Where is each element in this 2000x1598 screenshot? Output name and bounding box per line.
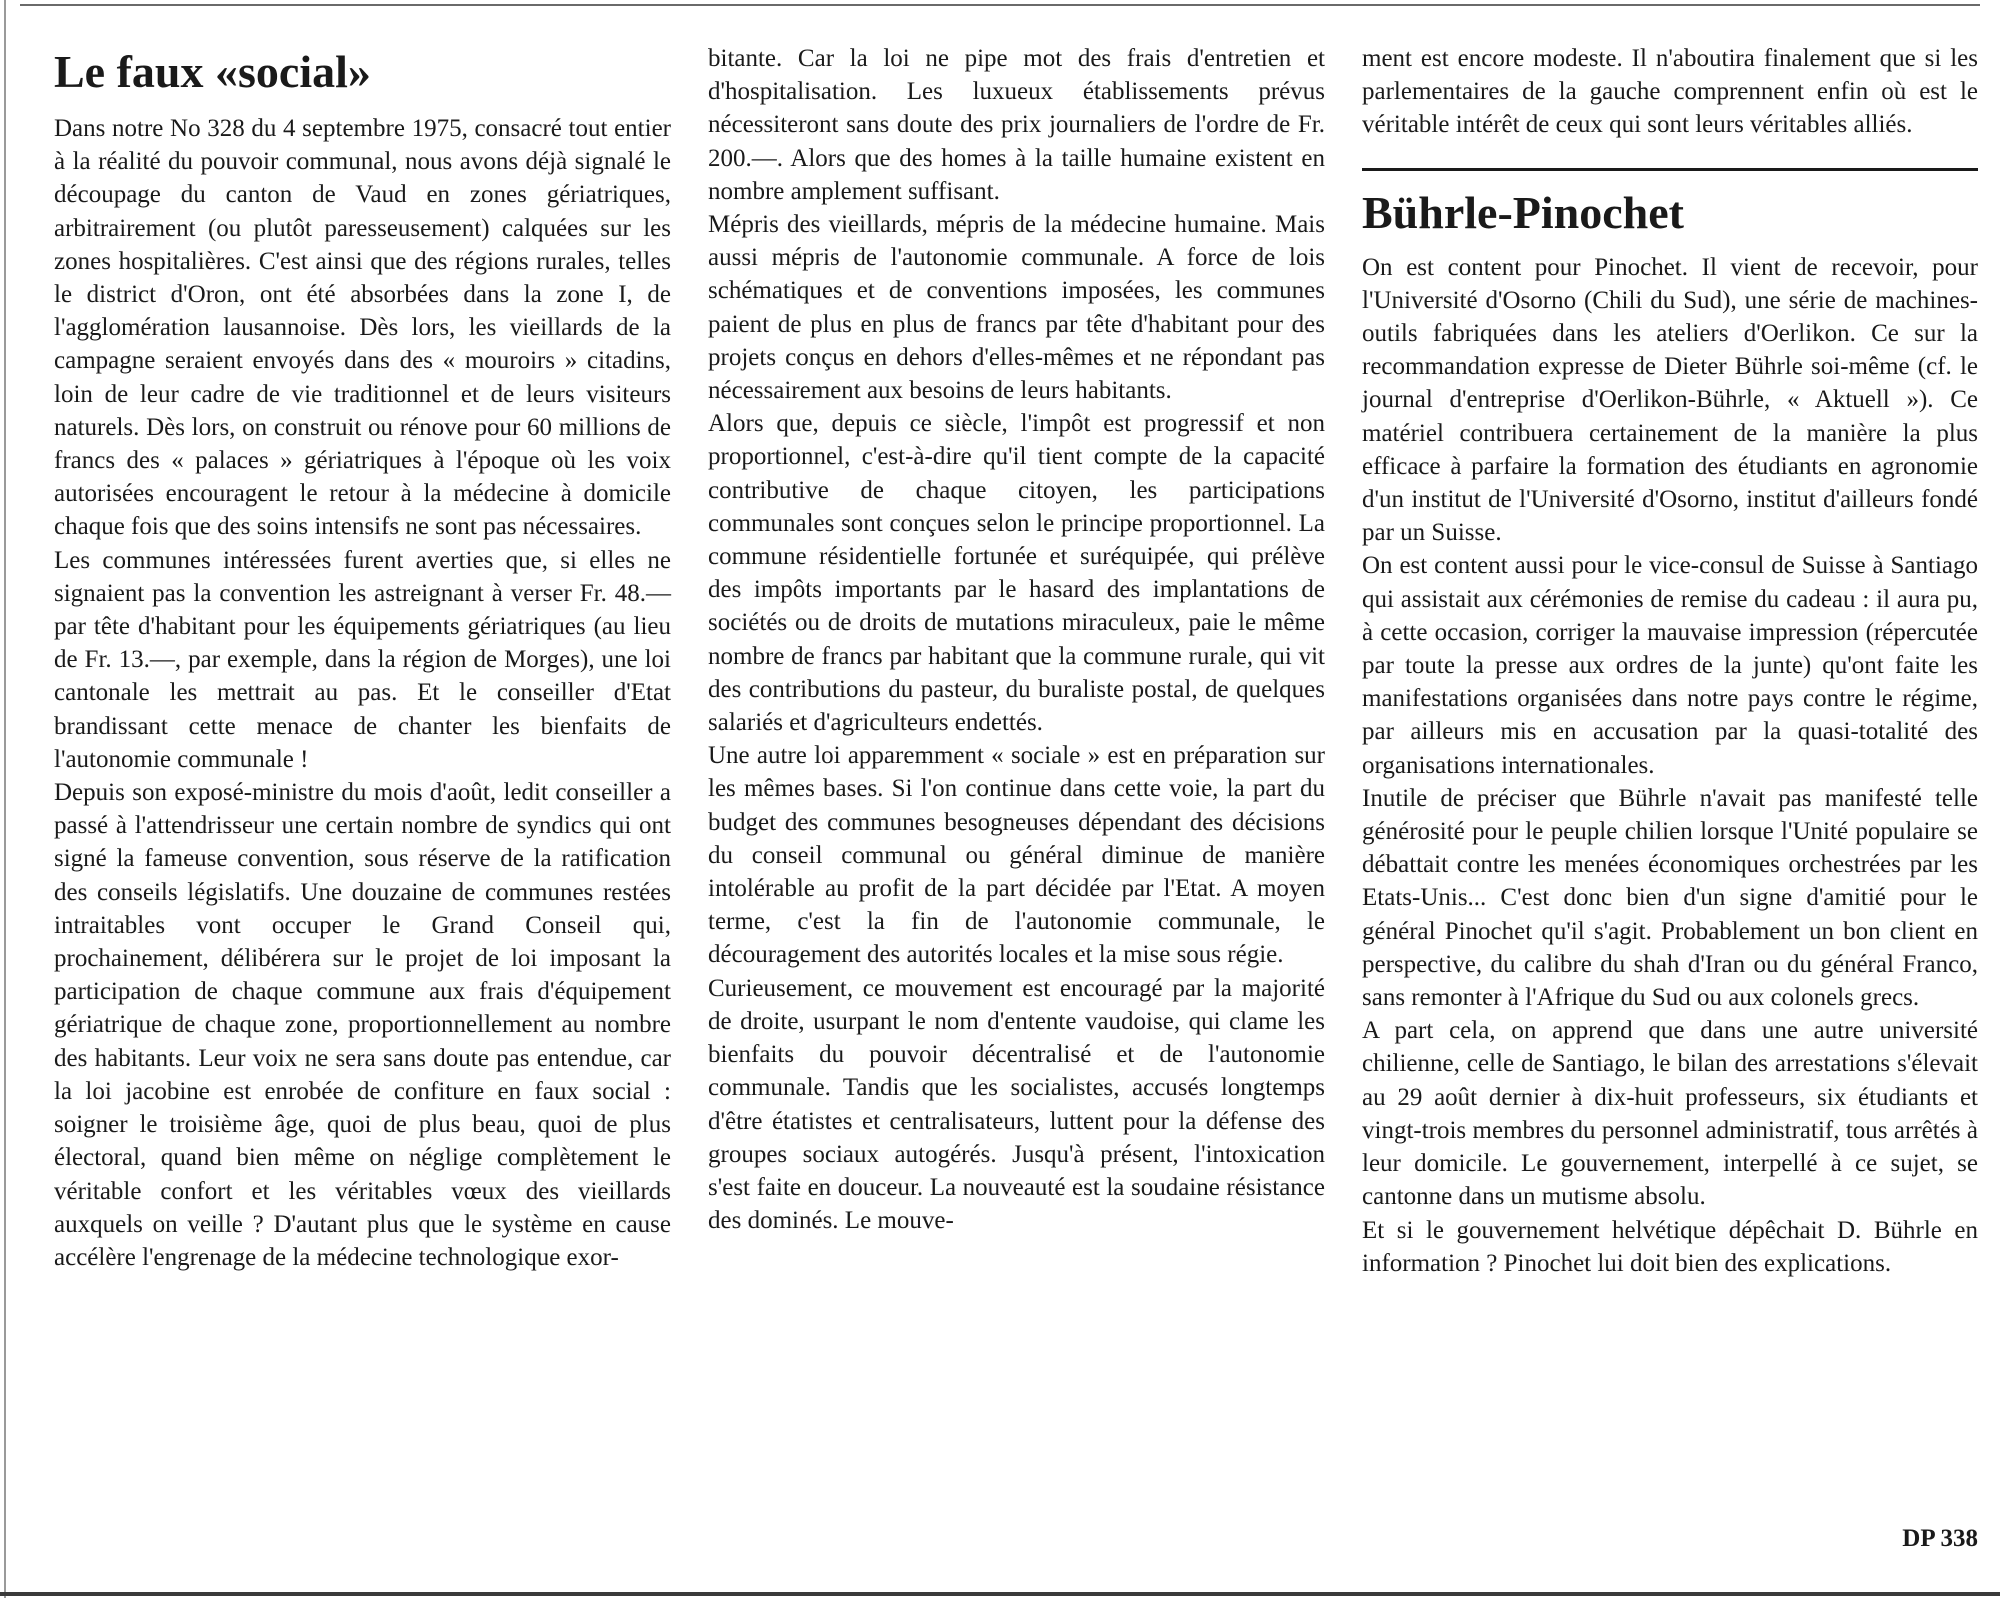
column-1 xyxy=(54,42,671,1274)
article2-paragraph-1: On est content pour Pinochet. Il vient de recevoir, pour l'Université d'Osorno (Chili du Sud), une série de machines-outils fabriquées dans les ateliers d'Oerlikon. Ce sur la recommandation expresse de Dieter Bührle soi-même (cf. le journal d'entreprise d'Oerlikon-Bührle, « Aktuell »). Ce matériel contribuera certainement de la manière la plus efficace à parfaire la formation des étudiants en agronomie d'un institut de l'Université d'Osorno, institut d'ailleurs fondé par un Suisse. xyxy=(1362,253,1978,547)
article-title-faux-social: Le faux «social» xyxy=(54,46,371,97)
article-divider-rule xyxy=(1362,168,1978,171)
article1-paragraph-1: Dans notre No 328 du 4 septembre 1975, consacré tout entier à la réalité du pouvoir communal, nous avons déjà signalé le découpage du canton de Vaud en zones gériatriques, arbitrairement (ou plutôt paresseusement) calquées sur les zones hospitalières. C'est ainsi que des régions rurales, telles le district d'Oron, ont été absorbées dans la zone I, de l'agglomération lausannoise. Dès lors, les vieillards de la campagne seraient envoyés dans des « mouroirs » citadins, loin de leur cadre de vie traditionnel et de leurs visiteurs naturels. Dès lors, on construit ou rénove pour 60 millions de francs des « palaces » gériatriques à l'époque où les voix autorisées encouragent le retour à la médecine à domicile chaque fois que des soins intensifs ne sont pas nécessaires. xyxy=(54,115,671,541)
article-title-buhrle-pinochet: Bührle-Pinochet xyxy=(1362,186,1684,238)
article2-paragraph-4: A part cela, on apprend que dans une autre université chilienne, celle de Santiago, le bilan des arrestations s'élevait au 29 août dernier à dix-huit professeurs, six étudiants et vingt-trois membres du personnel administratif, tous arrêtés à leur domicile. Le gouvernement, interpellé à ce sujet, se cantonne dans un mutisme absolu. xyxy=(1362,1017,1978,1211)
article1-paragraph-2: Les communes intéressées furent averties que, si elles ne signaient pas la convention les astreignant à verser Fr. 48.— par tête d'habitant pour les équipements gériatriques (au lieu de Fr. 13.—, par exemple, dans la région de Morges), une loi cantonale les mettrait au pas. Et le conseiller d'Etat brandissant cette menace de chanter les bienfaits de l'autonomie communale ! xyxy=(54,546,671,773)
article1-paragraph-4: bitante. Car la loi ne pipe mot des frais d'entretien et d'hospitalisation. Les luxueux établissements prévus nécessiteront sans doute des prix journaliers de l'ordre de Fr. 200.—. Alors que des homes à la taille humaine existent en nombre amplement suffisant. xyxy=(708,45,1325,205)
scan-edge-bottom xyxy=(0,1592,2000,1596)
column-3 xyxy=(1362,42,1978,1280)
scan-edge-top xyxy=(20,4,1980,6)
article2-paragraph-2: On est content aussi pour le vice-consul de Suisse à Santiago qui assistait aux cérémonies de remise du cadeau : il aura pu, à cette occasion, corriger la mauvaise impression (répercutée par toute la presse aux ordres de la junte) qu'ont faite les manifestations organisées dans notre pays contre le régime, par ailleurs mis en accusation par la quasi-totalité des organisations internationales. xyxy=(1362,552,1978,779)
article1-paragraph-3: Depuis son exposé-ministre du mois d'août, ledit conseiller a passé à l'attendrisseur une certain nombre de syndics qui ont signé la fameuse convention, sous réserve de la ratification des conseils législatifs. Une douzaine de communes restées intraitables vont occuper le Grand Conseil qui, prochainement, délibérera sur le projet de loi imposant la participation de chaque commune aux frais d'équipement gériatrique de chaque zone, proportionnellement au nombre des habitants. Leur voix ne sera sans doute pas entendue, car la loi jacobine est enrobée de confiture en faux social : soigner le troisième âge, quoi de plus beau, quoi de plus électoral, quand bien même on néglige complètement le véritable confort et les véritables vœux des vieillards auxquels on veille ? D'autant plus que le système en cause accélère l'engrenage de la médecine technologique exor- xyxy=(54,779,671,1271)
article2-paragraph-3: Inutile de préciser que Bührle n'avait pas manifesté telle générosité pour le peuple chilien lorsque l'Unité populaire se débattait contre les menées économiques orchestrées par les Etats-Unis... C'est donc bien d'un signe d'amitié pour le général Pinochet qu'il s'agit. Probablement un bon client en perspective, du calibre du shah d'Iran ou du général Franco, sans remonter à l'Afrique du Sud ou aux colonels grecs. xyxy=(1362,784,1978,1012)
article1-paragraph-7: Une autre loi apparemment « sociale » est en préparation sur les mêmes bases. Si l'on continue dans cette voie, la part du budget des communes besogneuses dépendant des décisions du conseil communal ou général diminue de manière intolérable au profit de la part décidée par l'Etat. A moyen terme, c'est la fin de l'autonomie communale, le découragement des autorités locales et la mise sous régie. xyxy=(708,742,1325,969)
article1-paragraph-6: Alors que, depuis ce siècle, l'impôt est progressif et non proportionnel, c'est-à-dire qu'il tient compte de la capacité contributive de chaque citoyen, les participations communales sont conçues selon le principe proportionnel. La commune résidentielle fortunée et suréquipée, qui prélève des impôts importants par le hasard des implantations de sociétés ou de droits de mutations miraculeux, paie le même nombre de francs par habitant que la commune rurale, qui vit des contributions du pasteur, du buraliste postal, de quelques salariés et d'agriculteurs endettés. xyxy=(708,410,1325,737)
article1-paragraph-5: Mépris des vieillards, mépris de la médecine humaine. Mais aussi mépris de l'autonomie communale. A force de lois schématiques et de conventions imposées, les communes paient de plus en plus de francs par tête d'habitant pour des projets conçus en dehors d'elles-mêmes et ne répondant pas nécessairement aux besoins de leurs habitants. xyxy=(708,211,1325,405)
column-2 xyxy=(708,42,1325,1237)
article1-paragraph-8: Curieusement, ce mouvement est encouragé par la majorité de droite, usurpant le nom d'entente vaudoise, qui clame les bienfaits du pouvoir décentralisé et de l'autonomie communale. Tandis que les socialistes, accusés longtemps d'être étatistes et centralisateurs, luttent pour la défense des groupes sociaux autogérés. Jusqu'à présent, l'intoxication s'est faite en douceur. La nouveauté est la soudaine résistance des dominés. Le mouve- xyxy=(708,974,1325,1235)
article1-paragraph-9: ment est encore modeste. Il n'aboutira finalement que si les parlementaires de la gauche comprennent enfin où est le véritable intérêt de ceux qui sont leurs véritables alliés. xyxy=(1362,45,1978,139)
article2-paragraph-5: Et si le gouvernement helvétique dépêchait D. Bührle en information ? Pinochet lui doit bien des explications. xyxy=(1362,1216,1978,1277)
page-label: DP 338 xyxy=(1902,1525,1978,1552)
scan-edge-left xyxy=(4,0,6,1598)
